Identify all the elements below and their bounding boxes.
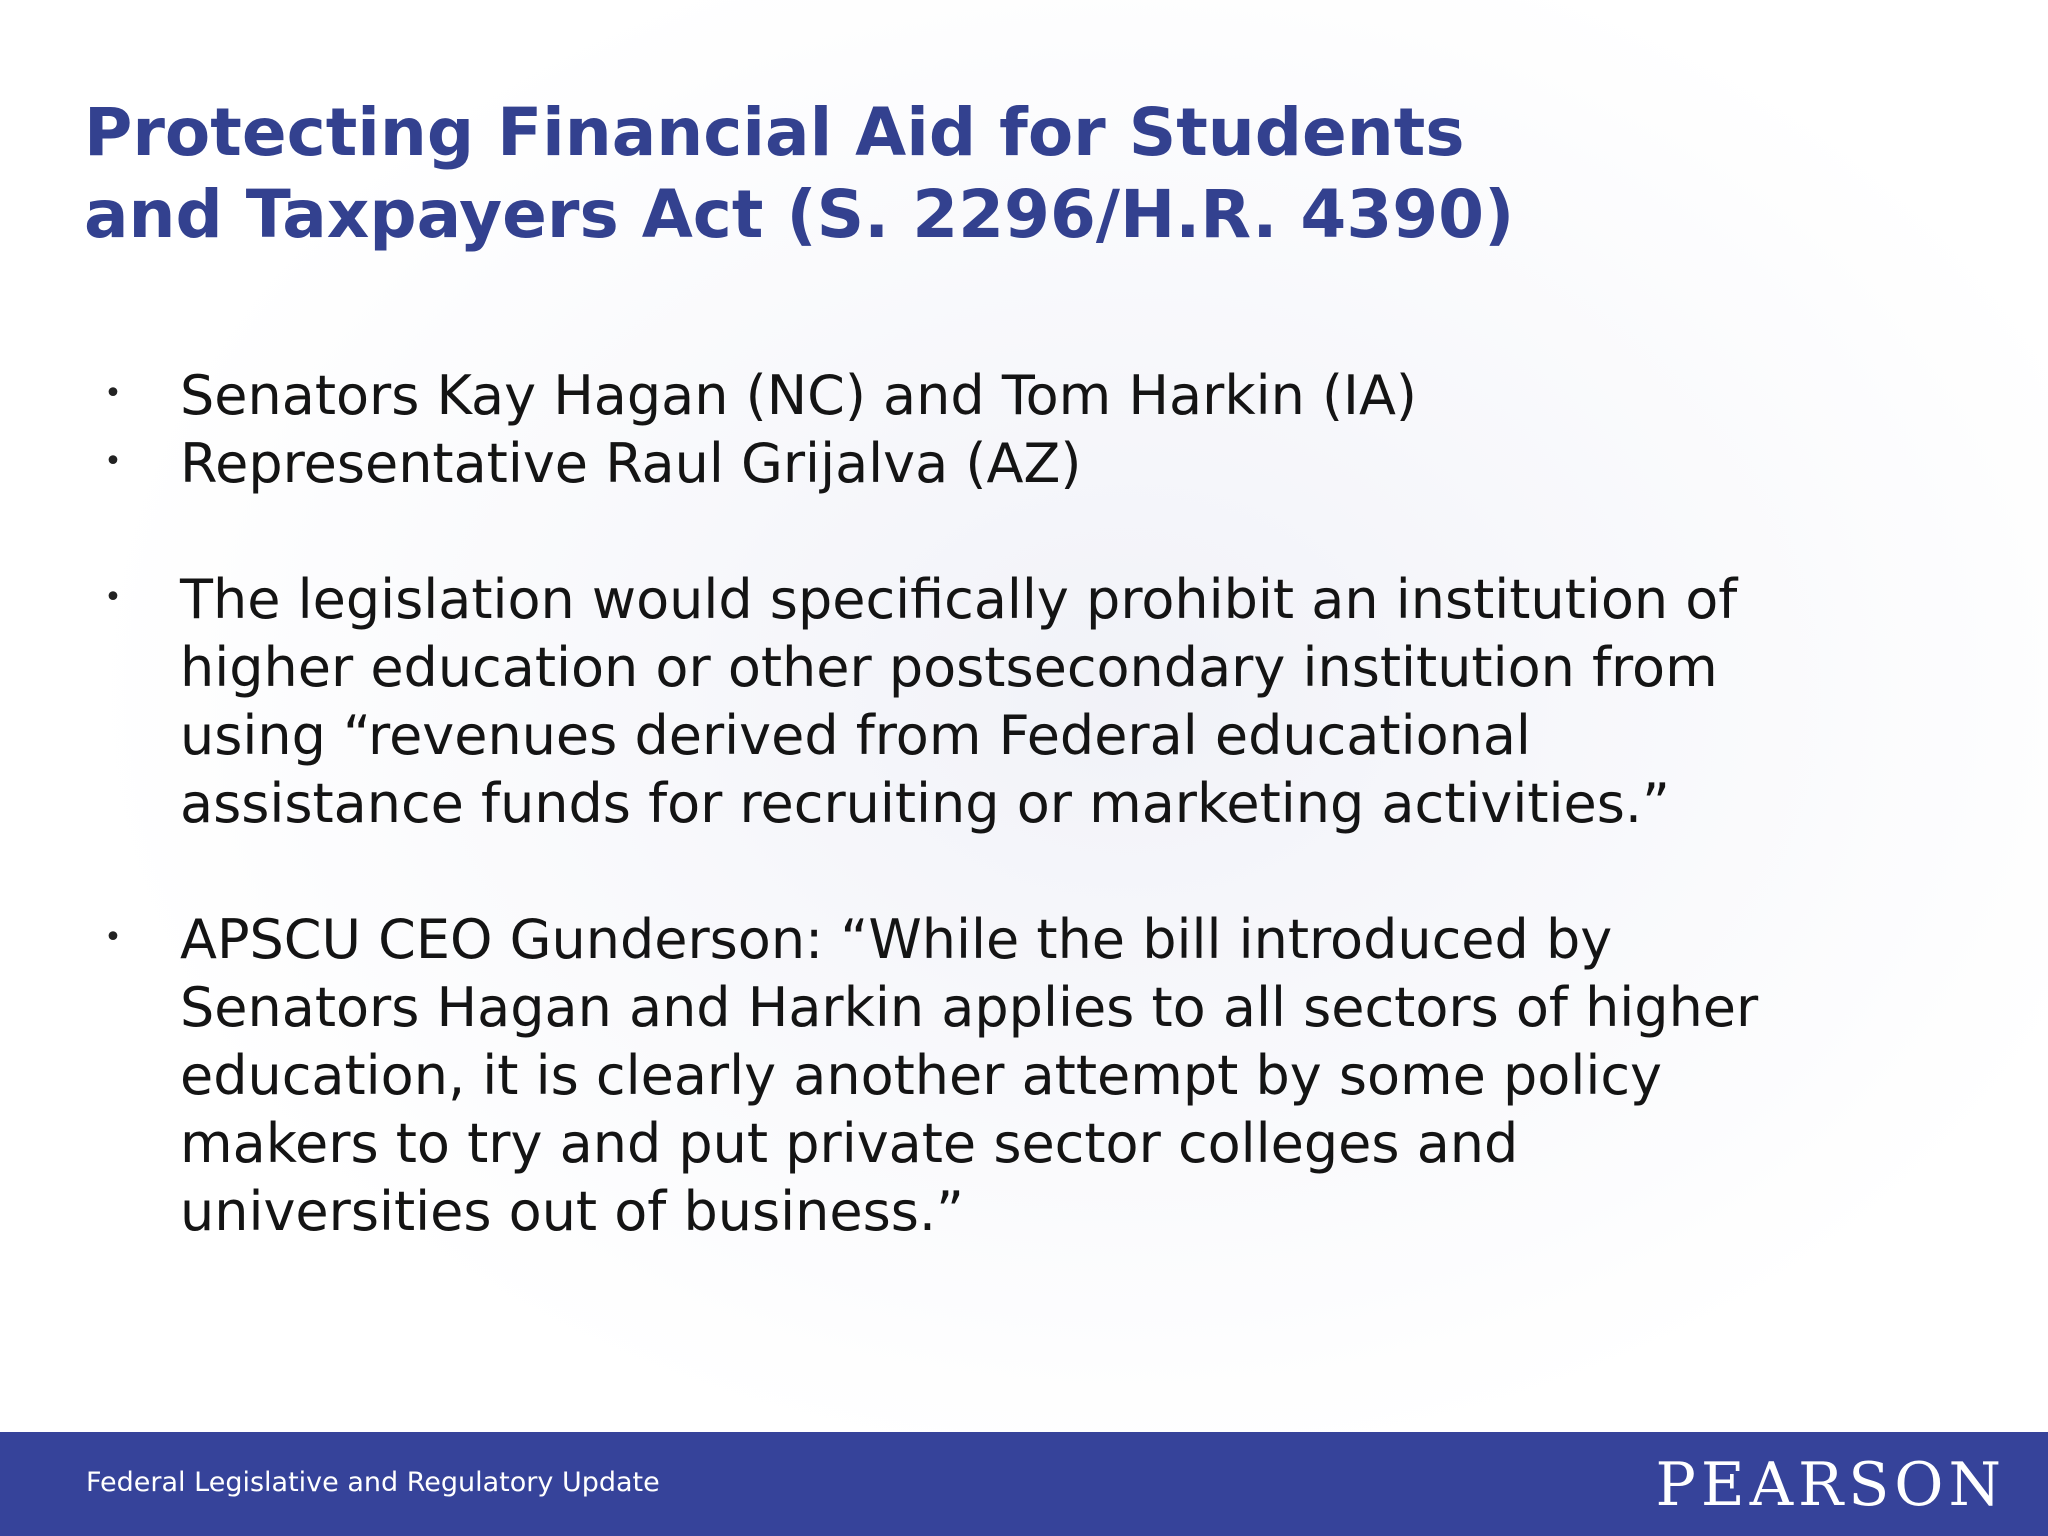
slide-title-line-1: Protecting Financial Aid for Students: [84, 94, 1465, 171]
footer-bar: [0, 1432, 2048, 1536]
bullet-text: [180, 566, 1900, 838]
bullet-text: [180, 430, 1900, 498]
slide-title-line-2: and Taxpayers Act (S. 2296/H.R. 4390): [84, 176, 1515, 253]
bullet-line: assistance funds for recruiting or marketing activities.”: [180, 772, 1671, 835]
bullet-line: APSCU CEO Gunderson: “While the bill introduced by: [180, 908, 1613, 971]
pearson-logo: PEARSON: [1655, 1450, 2006, 1520]
bullet-dot-icon: •: [104, 376, 122, 411]
bullet-line: higher education or other postsecondary institution from: [180, 636, 1718, 699]
bullet-line: Senators Kay Hagan (NC) and Tom Harkin (IA): [180, 364, 1417, 427]
bullet-line: Senators Hagan and Harkin applies to all sectors of higher: [180, 976, 1759, 1039]
bullet-dot-icon: •: [104, 580, 122, 615]
bullet-line: The legislation would specifically prohibit an institution of: [180, 568, 1738, 631]
bullet-line: Representative Raul Grijalva (AZ): [180, 432, 1082, 495]
bullet-dot-icon: •: [104, 920, 122, 955]
slide-title: [84, 92, 1864, 256]
bullet-line: makers to try and put private sector colleges and: [180, 1112, 1519, 1175]
bullet-line: education, it is clearly another attempt by some policy: [180, 1044, 1662, 1107]
bullet-text: [180, 906, 1900, 1246]
bullet-line: universities out of business.”: [180, 1180, 964, 1243]
bullet-dot-icon: •: [104, 444, 122, 479]
bullet-line: using “revenues derived from Federal educational: [180, 704, 1531, 767]
bullet-text: [180, 362, 1900, 430]
footer-title: Federal Legislative and Regulatory Update: [86, 1467, 660, 1498]
